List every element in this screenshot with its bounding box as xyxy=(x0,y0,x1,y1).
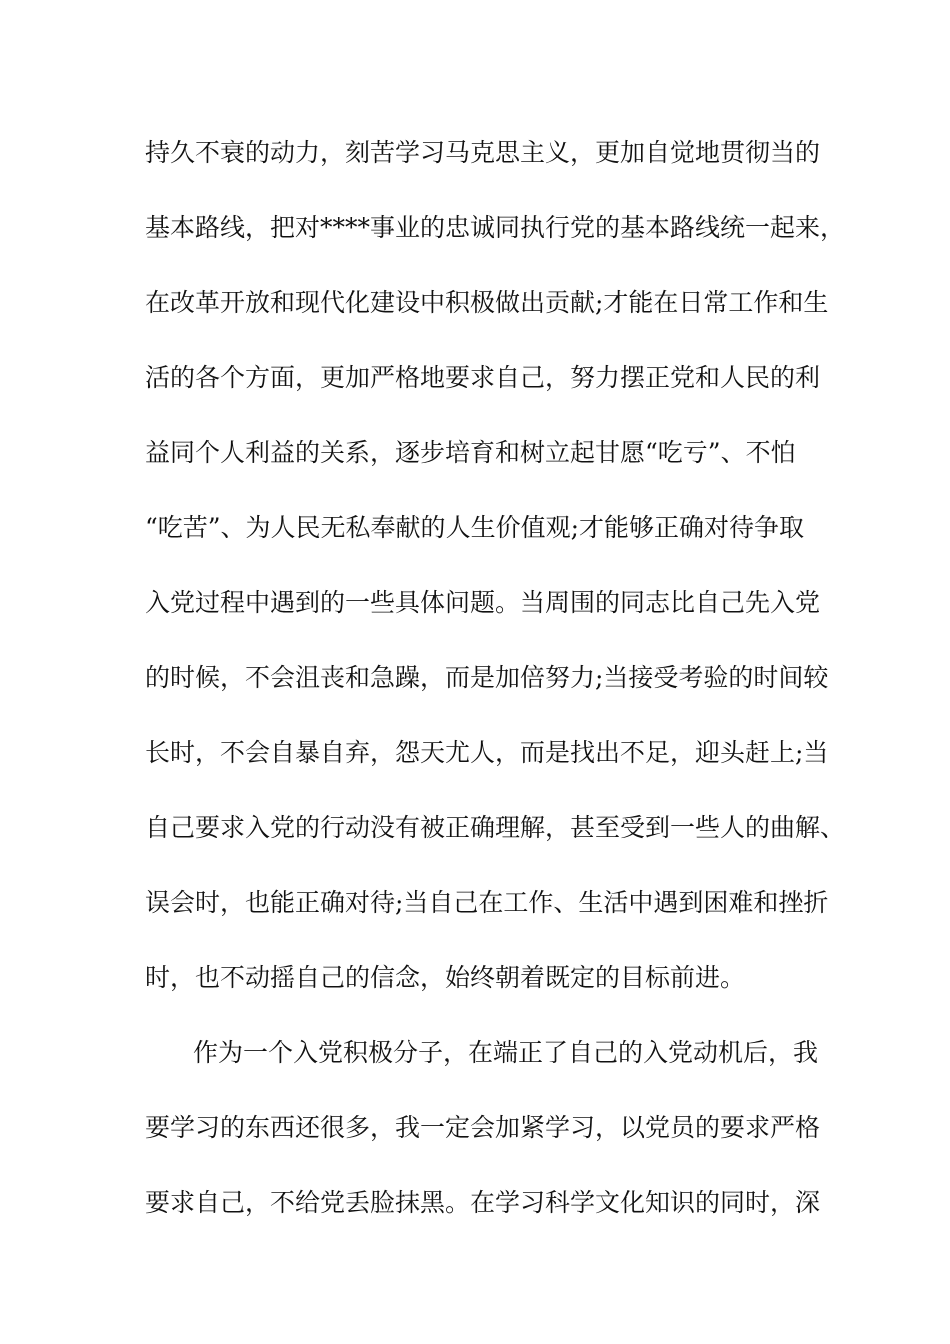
text-line: 要学习的东西还很多，我一定会加紧学习，以党员的要求严格 xyxy=(145,1113,821,1142)
text-line: 持久不衰的动力，刻苦学习马克思主义，更加自觉地贯彻当的 xyxy=(145,138,821,167)
text-line: 要求自己，不给党丢脸抹黑。在学习科学文化知识的同时，深 xyxy=(145,1188,821,1217)
paragraph-start-line: 作为一个入党积极分子，在端正了自己的入党动机后，我 xyxy=(193,1038,819,1067)
text-line: 在改革开放和现代化建设中积极做出贡献;才能在日常工作和生 xyxy=(145,288,829,317)
text-line: 自己要求入党的行动没有被正确理解，甚至受到一些人的曲解、 xyxy=(145,813,846,842)
text-line: 时，也不动摇自己的信念，始终朝着既定的目标前进。 xyxy=(145,963,746,992)
text-line: 长时，不会自暴自弃，怨天尤人，而是找出不足，迎头赶上;当 xyxy=(145,738,829,767)
text-line: 益同个人利益的关系，逐步培育和树立起甘愿“吃亏”、不怕 xyxy=(145,438,796,467)
text-line: 入党过程中遇到的一些具体问题。当周围的同志比自己先入党 xyxy=(145,588,821,617)
text-line: “吃苦”、为人民无私奉献的人生价值观;才能够正确对待争取 xyxy=(145,513,804,542)
body-text xyxy=(145,128,846,1253)
text-line: 活的各个方面，更加严格地要求自己，努力摆正党和人民的利 xyxy=(145,363,821,392)
text-line: 的时候，不会沮丧和急躁，而是加倍努力;当接受考验的时间较 xyxy=(145,663,829,692)
text-line: 基本路线，把对****事业的忠诚同执行党的基本路线统一起来， xyxy=(145,213,846,242)
text-line: 误会时，也能正确对待;当自己在工作、生活中遇到困难和挫折 xyxy=(145,888,829,917)
